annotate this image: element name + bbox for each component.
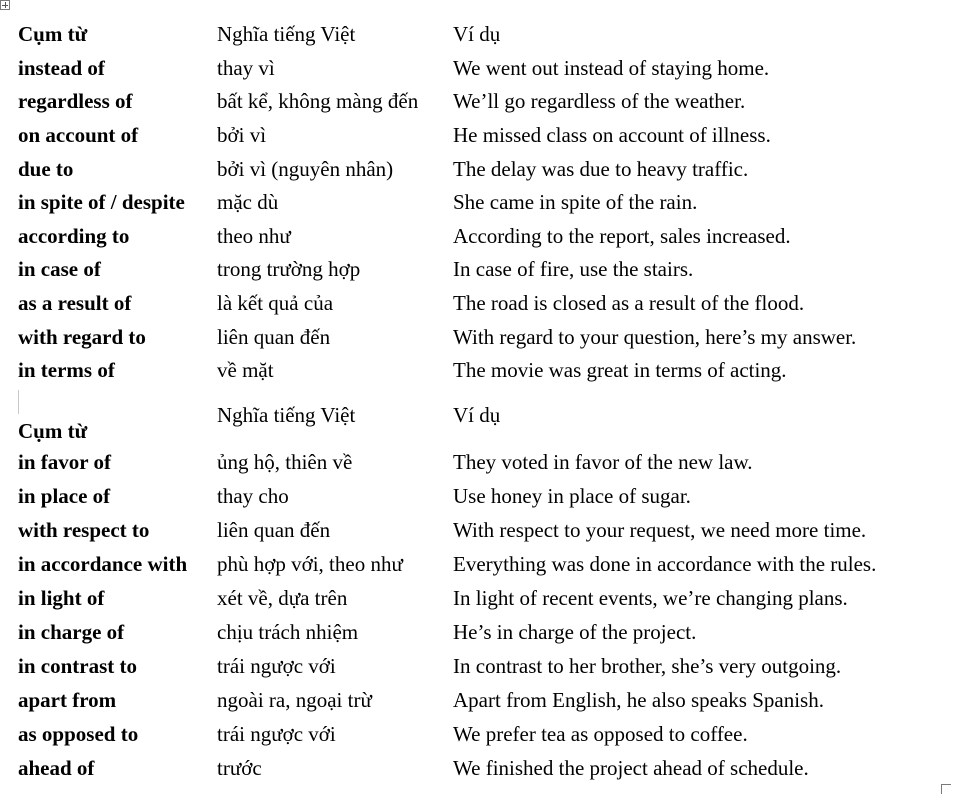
table-row xyxy=(16,152,935,186)
phrase-cell[interactable]: in contrast to xyxy=(18,653,137,678)
example-cell[interactable]: She came in spite of the rain. xyxy=(453,190,698,215)
meaning-cell[interactable]: phù hợp với, theo như xyxy=(217,551,403,576)
phrase-cell[interactable]: regardless of xyxy=(18,89,133,114)
example-cell[interactable]: In case of fire, use the stairs. xyxy=(453,257,694,282)
phrase-cell[interactable]: in charge of xyxy=(18,619,125,644)
table-row xyxy=(16,649,935,683)
phrase-cell[interactable]: due to xyxy=(18,156,74,181)
meaning-cell[interactable]: mặc dù xyxy=(217,190,279,215)
meaning-cell[interactable]: liên quan đến xyxy=(217,324,331,349)
header-meaning[interactable]: Nghĩa tiếng Việt xyxy=(217,403,356,427)
meaning-cell[interactable]: ngoài ra, ngoại trừ xyxy=(217,687,372,712)
table-header-row xyxy=(16,18,935,52)
phrase-cell[interactable]: ahead of xyxy=(18,755,95,780)
phrase-cell[interactable]: in spite of / despite xyxy=(18,190,185,215)
header-phrase[interactable]: Cụm từ xyxy=(18,22,88,47)
meaning-cell[interactable]: bất kể, không màng đến xyxy=(217,89,419,114)
example-cell[interactable]: The movie was great in terms of acting. xyxy=(453,358,787,383)
phrase-cell[interactable]: with respect to xyxy=(18,517,150,542)
phrase-table-2-body xyxy=(16,397,935,785)
example-cell[interactable]: In contrast to her brother, she’s very outgoing. xyxy=(453,653,842,678)
example-cell[interactable]: We finished the project ahead of schedule. xyxy=(453,755,809,780)
table-row xyxy=(16,751,935,785)
header-example[interactable]: Ví dụ xyxy=(453,403,501,427)
meaning-cell[interactable]: về mặt xyxy=(217,358,274,383)
example-cell[interactable]: He missed class on account of illness. xyxy=(453,123,771,148)
table-row xyxy=(16,220,935,254)
table-row xyxy=(16,287,935,321)
phrase-cell[interactable]: in favor of xyxy=(18,449,111,474)
phrase-cell[interactable]: in case of xyxy=(18,257,101,282)
example-cell[interactable]: In light of recent events, we’re changing plans. xyxy=(453,585,848,610)
phrase-cell[interactable]: in light of xyxy=(18,585,105,610)
meaning-cell[interactable]: thay cho xyxy=(217,483,289,508)
header-phrase[interactable]: Cụm từ xyxy=(18,419,88,443)
phrase-table-2 xyxy=(16,397,935,785)
phrase-cell[interactable]: on account of xyxy=(18,123,139,148)
example-cell[interactable]: The road is closed as a result of the flood. xyxy=(453,291,805,316)
table-row xyxy=(16,52,935,86)
example-cell[interactable]: According to the report, sales increased. xyxy=(453,223,791,248)
meaning-cell[interactable]: trước xyxy=(217,755,262,780)
header-meaning[interactable]: Nghĩa tiếng Việt xyxy=(217,22,356,47)
table-row xyxy=(16,320,935,354)
example-cell[interactable]: Everything was done in accordance with the rules. xyxy=(453,551,877,576)
phrase-cell[interactable]: in place of xyxy=(18,483,111,508)
example-cell[interactable]: He’s in charge of the project. xyxy=(453,619,697,644)
meaning-cell[interactable]: bởi vì xyxy=(217,123,267,148)
meaning-cell[interactable]: chịu trách nhiệm xyxy=(217,619,359,644)
meaning-cell[interactable]: bởi vì (nguyên nhân) xyxy=(217,156,394,181)
example-cell[interactable]: We prefer tea as opposed to coffee. xyxy=(453,721,748,746)
meaning-cell[interactable]: liên quan đến xyxy=(217,517,331,542)
meaning-cell[interactable]: là kết quả của xyxy=(217,291,334,316)
meaning-cell[interactable]: theo như xyxy=(217,223,291,248)
phrase-table-1-body xyxy=(16,18,935,388)
meaning-cell[interactable]: thay vì xyxy=(217,55,275,80)
phrase-cell[interactable]: as opposed to xyxy=(18,721,139,746)
table-row xyxy=(16,615,935,649)
table-row xyxy=(16,253,935,287)
table-row xyxy=(16,581,935,615)
table-row xyxy=(16,479,935,513)
meaning-cell[interactable]: trái ngược với xyxy=(217,653,336,678)
table-row xyxy=(16,186,935,220)
meaning-cell[interactable]: ủng hộ, thiên về xyxy=(217,449,353,474)
phrase-cell[interactable]: apart from xyxy=(18,687,117,712)
table-row xyxy=(16,513,935,547)
meaning-cell[interactable]: trái ngược với xyxy=(217,721,336,746)
table-header-row xyxy=(16,397,935,445)
table-row xyxy=(16,354,935,388)
phrase-cell[interactable]: instead of xyxy=(18,55,105,80)
table-row xyxy=(16,85,935,119)
phrase-cell[interactable]: as a result of xyxy=(18,291,132,316)
phrase-cell[interactable]: with regard to xyxy=(18,324,146,349)
phrase-cell[interactable]: according to xyxy=(18,223,130,248)
table-row xyxy=(16,683,935,717)
header-example[interactable]: Ví dụ xyxy=(453,22,501,47)
table-resize-handle-icon[interactable] xyxy=(941,784,951,794)
example-cell[interactable]: Apart from English, he also speaks Spanish. xyxy=(453,687,824,712)
example-cell[interactable]: They voted in favor of the new law. xyxy=(453,449,753,474)
table-move-handle-icon[interactable] xyxy=(0,0,10,10)
meaning-cell[interactable]: trong trường hợp xyxy=(217,257,361,282)
example-cell[interactable]: With respect to your request, we need more time. xyxy=(453,517,867,542)
example-cell[interactable]: Use honey in place of sugar. xyxy=(453,483,691,508)
meaning-cell[interactable]: xét về, dựa trên xyxy=(217,585,348,610)
table-row xyxy=(16,119,935,153)
table-row xyxy=(16,717,935,751)
example-cell[interactable]: We went out instead of staying home. xyxy=(453,55,770,80)
phrase-cell[interactable]: in terms of xyxy=(18,358,115,383)
example-cell[interactable]: The delay was due to heavy traffic. xyxy=(453,156,749,181)
example-cell[interactable]: We’ll go regardless of the weather. xyxy=(453,89,746,114)
phrase-cell[interactable]: in accordance with xyxy=(18,551,188,576)
example-cell[interactable]: With regard to your question, here’s my answer. xyxy=(453,324,857,349)
table-row xyxy=(16,445,935,479)
phrase-table-1 xyxy=(16,18,935,388)
table-row xyxy=(16,547,935,581)
